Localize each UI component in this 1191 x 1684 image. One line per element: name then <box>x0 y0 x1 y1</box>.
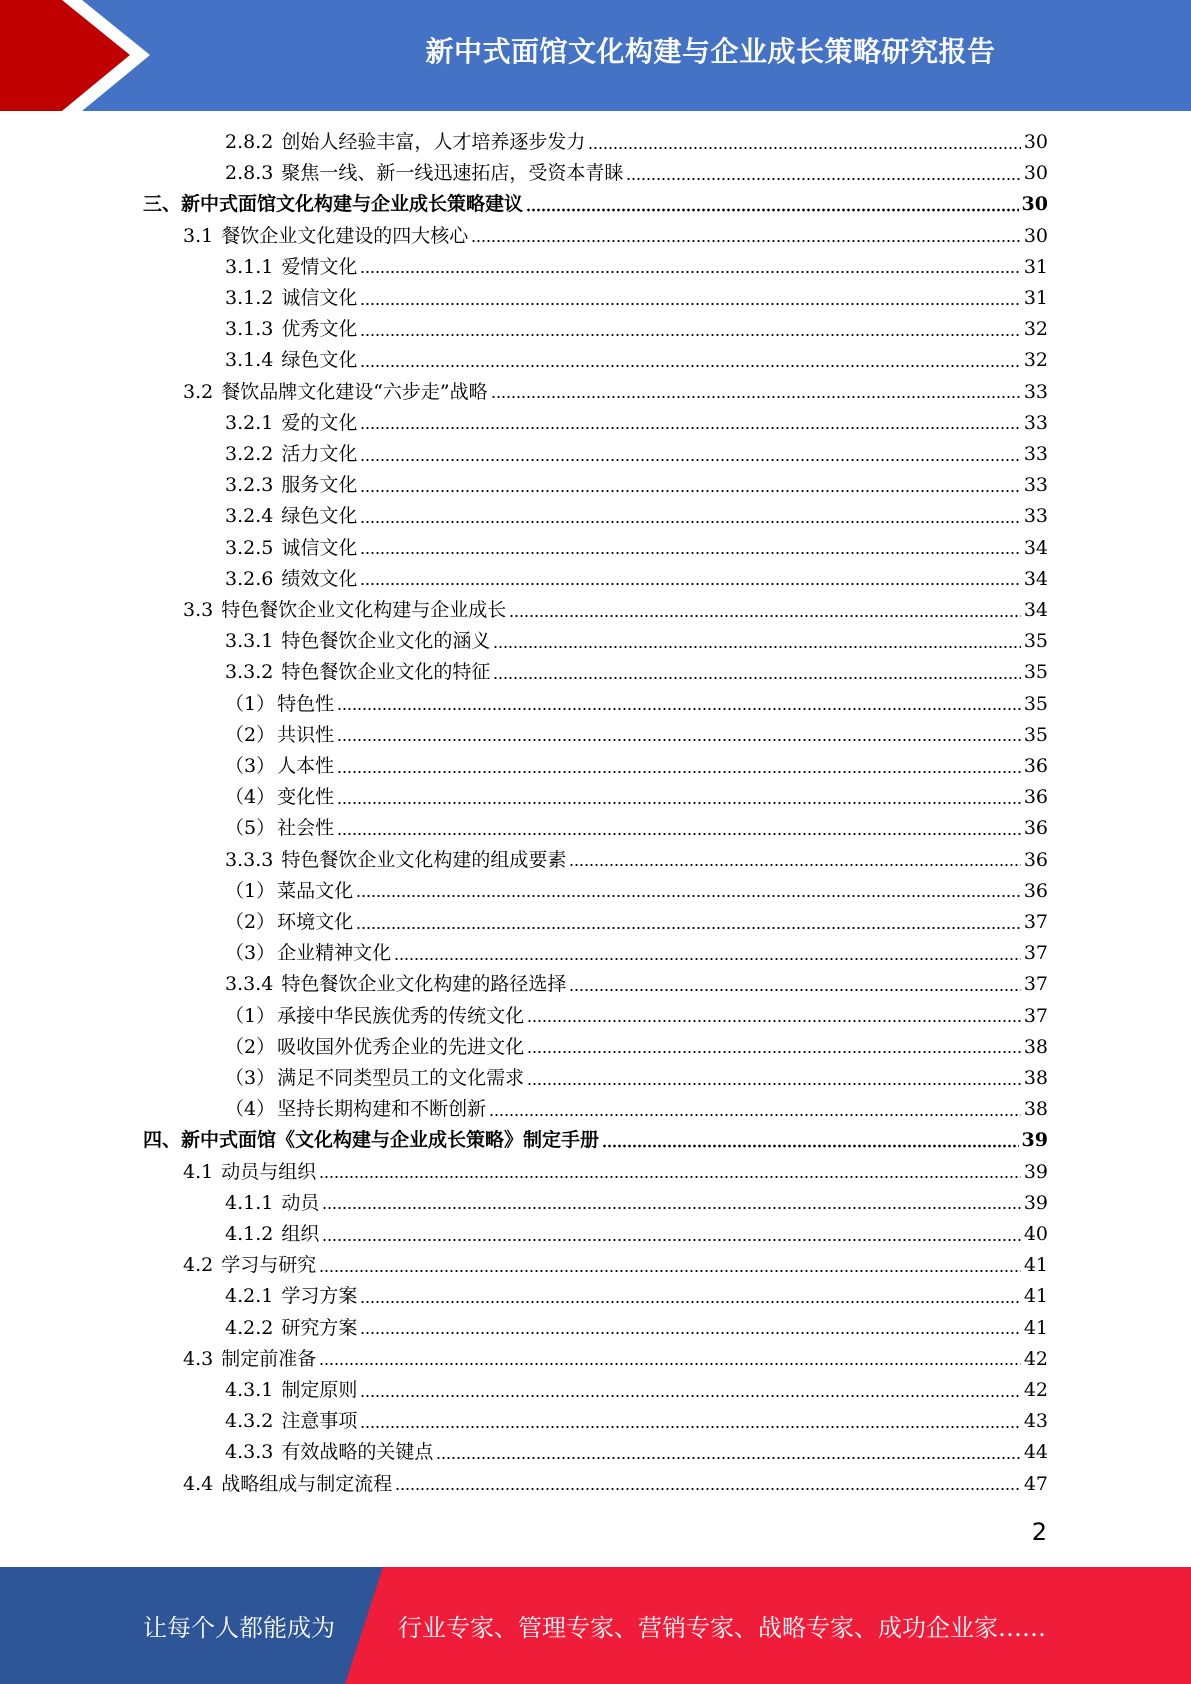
toc-entry-number: 3.2.6 <box>225 567 274 590</box>
toc-entry-title: 特色餐饮企业文化构建与企业成长 <box>221 599 507 621</box>
toc-entry-title: 环境文化 <box>277 911 354 933</box>
toc-entry-number: 4.1.2 <box>225 1223 274 1245</box>
toc-entry-title: 承接中华民族优秀的传统文化 <box>277 1004 525 1027</box>
toc-entry-number: 4.4 <box>183 1472 214 1495</box>
toc-dot-leader <box>527 1082 1021 1086</box>
toc-dot-leader <box>319 1175 1021 1179</box>
toc-entry-page: 32 <box>1023 318 1048 341</box>
toc-entry-number: 3.3.3 <box>225 848 274 871</box>
toc-dot-leader <box>322 1206 1020 1210</box>
toc-entry-page: 36 <box>1023 879 1048 902</box>
toc-dot-leader <box>569 988 1020 992</box>
toc-entry-title: 餐饮品牌文化建设“六步走”战略 <box>221 380 488 403</box>
toc-entry-page: 30 <box>1023 162 1048 185</box>
toc-entry-page: 41 <box>1023 1316 1048 1339</box>
toc-entry-number: （4） <box>225 1098 276 1121</box>
toc-entry-number: 4.1.1 <box>225 1191 274 1214</box>
toc-entry-number: 2.8.3 <box>225 162 274 185</box>
toc-entry-title: 特色餐饮企业文化构建的路径选择 <box>281 973 567 996</box>
toc-entry-title: 变化性 <box>277 786 335 809</box>
toc-dot-leader <box>360 270 1020 274</box>
toc-entry-number: 3.1.2 <box>225 287 274 309</box>
toc-entry-title: 四、新中式面馆《文化构建与企业成长策略》制定手册 <box>143 1129 600 1152</box>
toc-entry-title: 注意事项 <box>281 1410 358 1433</box>
toc-dot-leader <box>395 1487 1021 1491</box>
toc-dot-leader <box>319 1269 1021 1273</box>
toc-dot-leader <box>626 177 1020 181</box>
toc-entry-number: 3.1.1 <box>225 255 274 278</box>
toc-dot-leader <box>360 1331 1020 1335</box>
toc-entry-page: 30 <box>1023 224 1048 247</box>
toc-entry-title: 学习与研究 <box>221 1254 317 1277</box>
toc-entry[interactable] <box>225 533 1048 564</box>
toc-entry[interactable] <box>225 1281 1048 1312</box>
toc-entry-title: 企业精神文化 <box>277 942 392 965</box>
toc-entry-page: 33 <box>1023 474 1048 497</box>
toc-entry[interactable] <box>225 158 1048 189</box>
toc-entry[interactable] <box>225 907 1048 938</box>
toc-entry-page: 36 <box>1023 786 1048 809</box>
toc-entry[interactable] <box>225 1063 1048 1094</box>
toc-entry-page: 43 <box>1023 1410 1048 1433</box>
toc-entry-number: （3） <box>225 755 276 777</box>
toc-entry[interactable] <box>225 845 1048 876</box>
toc-entry-number: （2） <box>225 723 276 746</box>
toc-entry-title: 活力文化 <box>281 443 358 465</box>
toc-entry-number: （2） <box>225 911 276 933</box>
toc-entry-page: 36 <box>1023 848 1048 871</box>
report-title: 新中式面馆文化构建与企业成长策略研究报告 <box>425 35 996 68</box>
toc-entry[interactable] <box>225 813 1048 844</box>
toc-entry-page: 31 <box>1023 287 1048 309</box>
toc-dot-leader <box>337 707 1021 711</box>
toc-entry[interactable] <box>183 595 1048 626</box>
toc-dot-leader <box>360 489 1020 493</box>
toc-entry[interactable] <box>225 1001 1048 1032</box>
toc-entry-page: 47 <box>1023 1472 1048 1495</box>
toc-entry[interactable] <box>225 470 1048 501</box>
toc-entry[interactable] <box>225 439 1048 470</box>
toc-entry-number: 2.8.2 <box>225 131 274 153</box>
toc-entry-page: 35 <box>1023 723 1048 746</box>
toc-entry[interactable] <box>183 221 1048 252</box>
toc-entry-number: 3.3.2 <box>225 661 274 684</box>
toc-entry[interactable] <box>225 626 1048 657</box>
toc-entry[interactable] <box>183 1344 1048 1375</box>
toc-entry-page: 35 <box>1023 661 1048 684</box>
toc-dot-leader <box>527 1050 1021 1054</box>
toc-entry-number: （1） <box>225 879 276 902</box>
toc-entry-page: 34 <box>1023 536 1048 559</box>
toc-entry-number: 3.1.4 <box>225 349 274 372</box>
toc-entry[interactable] <box>225 1313 1048 1344</box>
toc-dot-leader <box>337 801 1021 805</box>
toc-entry[interactable] <box>225 345 1048 376</box>
toc-entry-page: 34 <box>1023 567 1048 590</box>
toc-entry-title: 坚持长期构建和不断创新 <box>277 1098 487 1121</box>
toc-entry-number: 3.3.4 <box>225 973 274 996</box>
page-header <box>0 0 1191 111</box>
toc-entry-number: （3） <box>225 1067 276 1089</box>
toc-entry-number: 4.2 <box>183 1254 214 1277</box>
toc-dot-leader <box>337 832 1021 836</box>
toc-entry-page: 37 <box>1023 942 1048 965</box>
toc-dot-leader <box>394 957 1021 961</box>
toc-entry-page: 39 <box>1023 1160 1048 1183</box>
toc-dot-leader <box>436 1456 1020 1460</box>
toc-entry-page: 37 <box>1023 911 1048 933</box>
toc-entry[interactable] <box>225 876 1048 907</box>
toc-dot-leader <box>602 1144 1019 1148</box>
toc-entry-title: 诚信文化 <box>281 287 358 309</box>
toc-entry-page: 38 <box>1023 1067 1048 1089</box>
toc-entry-number: 4.1 <box>183 1160 214 1183</box>
toc-entry-page: 36 <box>1023 817 1048 840</box>
toc-entry-title: 特色性 <box>277 692 335 715</box>
page-footer <box>0 1567 1191 1684</box>
toc-entry[interactable] <box>225 314 1048 345</box>
toc-entry-page: 33 <box>1023 411 1048 434</box>
toc-entry[interactable] <box>225 720 1048 751</box>
toc-entry-number: 3.1 <box>183 224 214 247</box>
toc-entry[interactable] <box>225 501 1048 532</box>
toc-entry-number: 3.2.3 <box>225 474 274 497</box>
toc-dot-leader <box>337 770 1021 774</box>
toc-dot-leader <box>360 551 1020 555</box>
toc-entry[interactable] <box>225 782 1048 813</box>
toc-entry-page: 32 <box>1023 349 1048 372</box>
toc-entry-title: 绩效文化 <box>281 567 358 590</box>
toc-entry-number: 4.2.2 <box>225 1316 274 1339</box>
toc-entry-page: 38 <box>1023 1035 1048 1058</box>
toc-entry[interactable] <box>225 751 1048 782</box>
toc-entry-page: 41 <box>1023 1254 1048 1277</box>
toc-entry[interactable] <box>225 1188 1048 1219</box>
toc-entry[interactable] <box>225 1219 1048 1250</box>
toc-entry-page: 34 <box>1023 599 1048 621</box>
toc-entry-title: 有效战略的关键点 <box>281 1441 434 1464</box>
toc-entry-page: 37 <box>1023 973 1048 996</box>
toc-entry-number: 3.2.4 <box>225 505 274 528</box>
toc-entry-title: 特色餐饮企业文化构建的组成要素 <box>281 848 567 871</box>
toc-dot-leader <box>493 645 1020 649</box>
toc-entry-title: 制定前准备 <box>221 1347 317 1370</box>
toc-entry-page: 42 <box>1023 1379 1048 1401</box>
toc-entry-page: 35 <box>1023 630 1048 653</box>
toc-entry-number: 3.3 <box>183 599 214 621</box>
toc-entry[interactable] <box>225 1406 1048 1437</box>
toc-entry-title: 爱情文化 <box>281 255 358 278</box>
toc-dot-leader <box>322 1238 1020 1242</box>
toc-entry[interactable] <box>225 127 1048 158</box>
toc-entry[interactable] <box>225 938 1048 969</box>
toc-entry-number: 3.2.5 <box>225 536 274 559</box>
toc-entry-page: 38 <box>1023 1098 1048 1121</box>
toc-dot-leader <box>527 1019 1021 1023</box>
toc-entry-title: 特色餐饮企业文化的涵义 <box>281 630 491 653</box>
toc-entry-title: 绿色文化 <box>281 349 358 372</box>
toc-entry[interactable] <box>183 1469 1048 1500</box>
toc-entry-page: 30 <box>1021 193 1048 216</box>
toc-entry-number: （2） <box>225 1035 276 1058</box>
toc-entry-title: 人本性 <box>277 755 335 777</box>
toc-entry[interactable] <box>225 1094 1048 1125</box>
toc-entry-title: 组织 <box>281 1223 320 1245</box>
toc-entry[interactable] <box>225 252 1048 283</box>
toc-entry-number: 4.3.3 <box>225 1441 274 1464</box>
toc-entry[interactable] <box>183 1250 1048 1281</box>
toc-entry-number: 3.2.2 <box>225 443 274 465</box>
toc-entry-title: 社会性 <box>277 817 335 840</box>
toc-entry-title: 菜品文化 <box>277 879 354 902</box>
toc-entry-title: 动员 <box>281 1191 320 1214</box>
toc-entry-title: 聚焦一线、新一线迅速拓店，受资本青睐 <box>281 162 624 185</box>
toc-entry-title: 动员与组织 <box>221 1160 317 1183</box>
toc-entry-page: 33 <box>1023 505 1048 528</box>
toc-entry-title: 服务文化 <box>281 474 358 497</box>
toc-entry-page: 33 <box>1023 443 1048 465</box>
toc-entry-page: 31 <box>1023 255 1048 278</box>
page-number: 2 <box>1031 1518 1047 1546</box>
toc-entry-number: 3.3.1 <box>225 630 274 653</box>
toc-entry[interactable] <box>143 189 1048 220</box>
toc-dot-leader <box>360 582 1020 586</box>
toc-dot-leader <box>360 333 1020 337</box>
toc-dot-leader <box>337 738 1021 742</box>
toc-entry-number: （4） <box>225 786 276 809</box>
toc-dot-leader <box>319 1362 1021 1366</box>
toc-entry-page: 41 <box>1023 1285 1048 1308</box>
toc-entry-page: 39 <box>1023 1191 1048 1214</box>
toc-entry-page: 37 <box>1023 1004 1048 1027</box>
toc-dot-leader <box>360 426 1020 430</box>
toc-entry-title: 优秀文化 <box>281 318 358 341</box>
toc-dot-leader <box>491 395 1021 399</box>
toc-entry-title: 研究方案 <box>281 1316 358 1339</box>
toc-dot-leader <box>493 676 1020 680</box>
toc-entry[interactable] <box>225 564 1048 595</box>
toc-dot-leader <box>471 239 1021 243</box>
toc-dot-leader <box>360 1300 1020 1304</box>
toc-entry-number: 4.2.1 <box>225 1285 274 1308</box>
toc-entry-title: 学习方案 <box>281 1285 358 1308</box>
toc-entry[interactable] <box>225 1437 1048 1468</box>
toc-dot-leader <box>356 894 1021 898</box>
footer-slogan-left: 让每个人都能成为 <box>143 1614 335 1642</box>
toc-dot-leader <box>360 1394 1020 1398</box>
toc-dot-leader <box>489 1113 1021 1117</box>
toc-entry-page: 40 <box>1023 1223 1048 1245</box>
toc-entry[interactable] <box>225 969 1048 1000</box>
toc-entry-title: 特色餐饮企业文化的特征 <box>281 661 491 684</box>
toc-entry-number: 3.2 <box>183 380 214 403</box>
toc-entry-page: 30 <box>1023 131 1048 153</box>
toc-dot-leader <box>569 863 1020 867</box>
toc-entry-title: 吸收国外优秀企业的先进文化 <box>277 1035 525 1058</box>
toc-dot-leader <box>356 926 1021 930</box>
toc-entry-number: （1） <box>225 692 276 715</box>
toc-entry[interactable] <box>225 1375 1048 1406</box>
toc-entry[interactable] <box>225 283 1048 314</box>
toc-entry-number: （3） <box>225 942 276 965</box>
toc-entry-title: 绿色文化 <box>281 505 358 528</box>
toc-entry-title: 爱的文化 <box>281 411 358 434</box>
toc-entry[interactable] <box>143 1125 1048 1156</box>
footer-slogan-right: 行业专家、管理专家、营销专家、战略专家、成功企业家…… <box>398 1614 1046 1642</box>
toc-entry[interactable] <box>225 1032 1048 1063</box>
toc-entry-title: 三、新中式面馆文化构建与企业成长策略建议 <box>143 193 524 216</box>
toc-dot-leader <box>360 302 1020 306</box>
toc-entry-title: 诚信文化 <box>281 536 358 559</box>
toc-dot-leader <box>509 614 1021 618</box>
toc-entry-title: 战略组成与制定流程 <box>221 1472 393 1495</box>
toc-dot-leader <box>526 208 1019 212</box>
toc-entry-number: 4.3.1 <box>225 1379 274 1401</box>
toc-dot-leader <box>360 364 1020 368</box>
toc-entry-number: 3.1.3 <box>225 318 274 341</box>
toc-entry[interactable] <box>225 408 1048 439</box>
toc-entry-page: 39 <box>1021 1129 1048 1152</box>
toc-entry-title: 满足不同类型员工的文化需求 <box>277 1067 525 1089</box>
toc-entry[interactable] <box>225 657 1048 688</box>
toc-entry-page: 36 <box>1023 755 1048 777</box>
toc-entry-number: 4.3.2 <box>225 1410 274 1433</box>
toc-entry[interactable] <box>225 689 1048 720</box>
toc-entry[interactable] <box>183 377 1048 408</box>
toc-entry[interactable] <box>183 1157 1048 1188</box>
toc-dot-leader <box>360 458 1020 462</box>
toc-entry-number: （5） <box>225 817 276 840</box>
toc-entry-page: 33 <box>1023 380 1048 403</box>
toc-entry-number: （1） <box>225 1004 276 1027</box>
toc-dot-leader <box>588 146 1020 150</box>
toc-entry-title: 创始人经验丰富，人才培养逐步发力 <box>281 131 586 153</box>
toc-dot-leader <box>360 520 1020 524</box>
toc-entry-title: 餐饮企业文化建设的四大核心 <box>221 224 469 247</box>
toc-entry-title: 制定原则 <box>281 1379 358 1401</box>
toc-entry-page: 44 <box>1023 1441 1048 1464</box>
toc-entry-number: 4.3 <box>183 1347 214 1370</box>
toc-entry-page: 35 <box>1023 692 1048 715</box>
toc-entry-title: 共识性 <box>277 723 335 746</box>
toc-entry-number: 3.2.1 <box>225 411 274 434</box>
toc-entry-page: 42 <box>1023 1347 1048 1370</box>
toc-dot-leader <box>360 1425 1020 1429</box>
